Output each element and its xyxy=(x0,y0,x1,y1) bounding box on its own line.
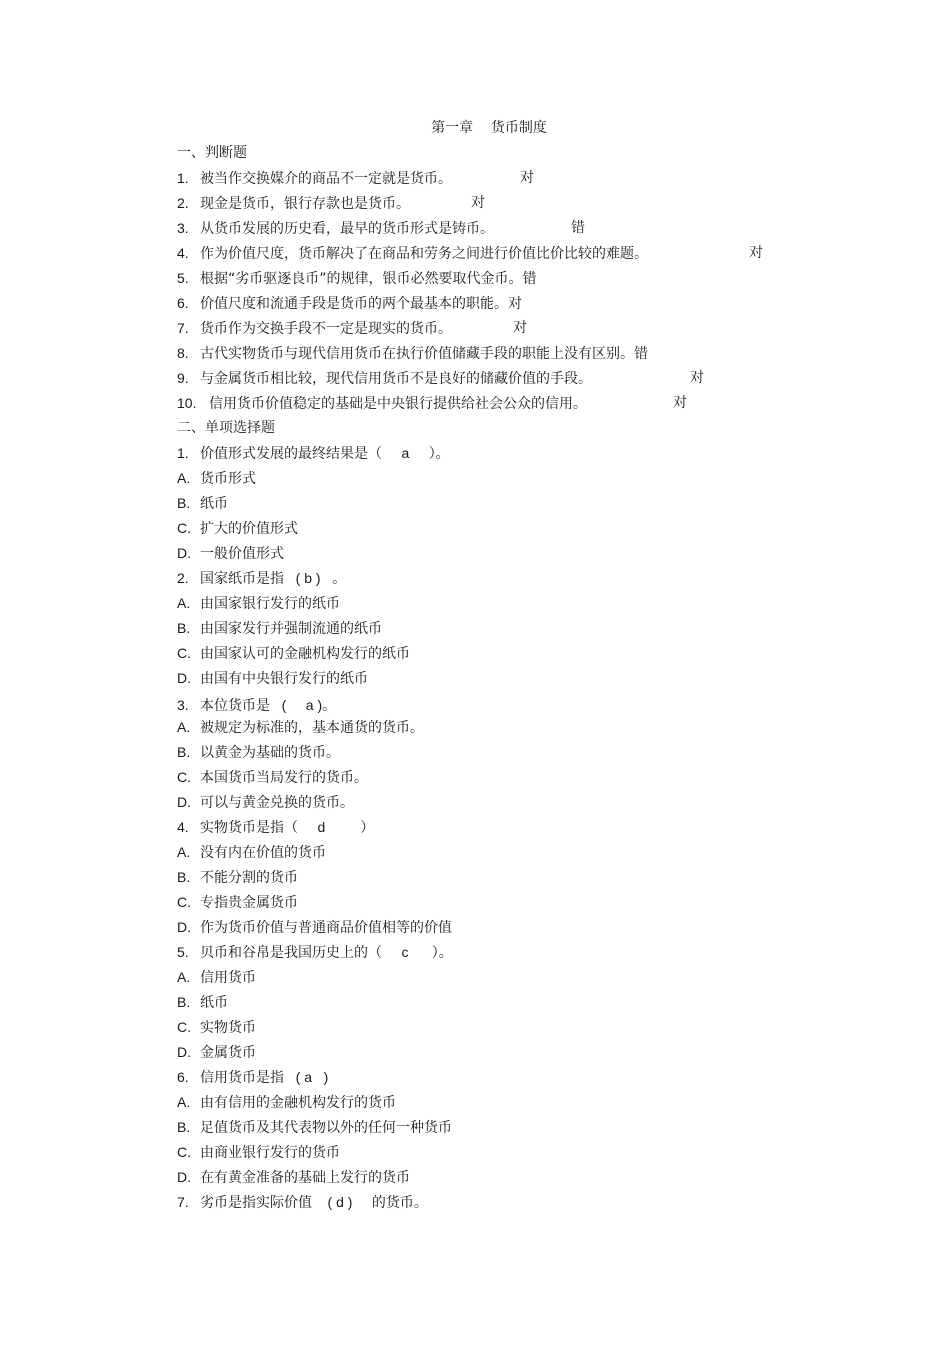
option-text: 信用货币 xyxy=(200,970,256,986)
option-c xyxy=(177,767,368,787)
option-text: 以黄金为基础的货币。 xyxy=(200,745,340,761)
option-label: A. xyxy=(177,844,191,860)
option-label: B. xyxy=(177,869,191,885)
question-tail: 。 xyxy=(322,698,337,714)
option-d xyxy=(177,792,354,812)
option-label: C. xyxy=(177,1019,191,1035)
option-a xyxy=(177,842,326,862)
item-answer: 对 xyxy=(513,320,527,336)
tf-item-3 xyxy=(177,218,737,238)
tf-item-1 xyxy=(177,168,737,188)
option-text: 由国有中央银行发行的纸币 xyxy=(200,671,368,687)
item-answer: 错 xyxy=(571,220,585,236)
question-stem: 价值形式发展的最终结果是（ xyxy=(200,446,382,462)
option-text: 作为货币价值与普通商品价值相等的价值 xyxy=(200,920,452,936)
question-answer: a xyxy=(382,445,429,461)
section-heading-true-false: 一、判断题 xyxy=(177,145,247,161)
option-d xyxy=(177,917,452,937)
option-a xyxy=(177,967,256,987)
option-text: 本国货币当局发行的货币。 xyxy=(200,770,368,786)
option-text: 在有黄金准备的基础上发行的货币 xyxy=(200,1170,410,1186)
option-text: 可以与黄金兑换的货币。 xyxy=(200,795,354,811)
item-number: 2. xyxy=(177,195,189,211)
option-c xyxy=(177,892,298,912)
option-text: 由国家认可的金融机构发行的纸币 xyxy=(200,646,410,662)
question-number: 7. xyxy=(177,1194,189,1210)
option-d xyxy=(177,1042,256,1062)
option-text: 纸币 xyxy=(200,995,228,1011)
question-stem: 信用货币是指 xyxy=(200,1070,284,1086)
item-number: 10. xyxy=(177,395,197,411)
tf-item-10 xyxy=(177,393,737,413)
item-text: 从货币发展的历史看，最早的货币形式是铸币。 xyxy=(200,221,494,237)
question-2 xyxy=(177,568,346,588)
question-tail: ）。 xyxy=(431,945,453,961)
option-label: B. xyxy=(177,1119,191,1135)
option-d xyxy=(177,1167,410,1187)
option-a xyxy=(177,1092,396,1112)
item-text: 古代实物货币与现代信用货币在执行价值储藏手段的职能上没有区别。错 xyxy=(200,346,648,362)
option-label: D. xyxy=(177,1044,191,1060)
option-text: 金属货币 xyxy=(200,1045,256,1061)
tf-item-2 xyxy=(177,193,737,213)
item-answer: 对 xyxy=(520,170,534,186)
question-stem: 贝币和谷帛是我国历史上的（ xyxy=(200,945,382,961)
question-stem: 实物货币是指（ xyxy=(200,820,298,836)
option-label: C. xyxy=(177,645,191,661)
item-number: 9. xyxy=(177,370,189,386)
question-number: 4. xyxy=(177,819,189,835)
option-c xyxy=(177,643,410,663)
option-label: B. xyxy=(177,495,191,511)
question-stem: 劣币是指实际价值 xyxy=(200,1195,312,1211)
question-answer: c xyxy=(382,944,432,960)
option-a xyxy=(177,468,256,488)
question-number: 1. xyxy=(177,445,189,461)
item-number: 1. xyxy=(177,170,189,186)
option-label: C. xyxy=(177,1144,191,1160)
option-label: D. xyxy=(177,794,191,810)
item-answer: 对 xyxy=(690,370,704,386)
question-5 xyxy=(177,942,453,962)
item-text: 与金属货币相比较，现代信用货币不是良好的储藏价值的手段。 xyxy=(200,371,592,387)
question-1 xyxy=(177,443,450,463)
option-label: C. xyxy=(177,894,191,910)
option-text: 由国家银行发行的纸币 xyxy=(200,596,340,612)
option-b xyxy=(177,742,340,762)
question-number: 2. xyxy=(177,570,189,586)
option-text: 由商业银行发行的货币 xyxy=(200,1145,340,1161)
item-text: 信用货币价值稳定的基础是中央银行提供给社会公众的信用。 xyxy=(209,396,587,412)
option-c xyxy=(177,518,298,538)
item-text: 现金是货币，银行存款也是货币。 xyxy=(200,196,410,212)
item-answer: 对 xyxy=(471,195,485,211)
question-tail: 的货币。 xyxy=(371,1195,428,1211)
option-c xyxy=(177,1017,256,1037)
option-label: D. xyxy=(177,1169,191,1185)
section-heading-single-choice: 二、单项选择题 xyxy=(177,420,275,436)
option-label: D. xyxy=(177,919,191,935)
question-number: 3. xyxy=(177,697,189,713)
item-text: 根据“劣币驱逐良币”的规律，银币必然要取代金币。错 xyxy=(200,271,537,287)
option-text: 货币形式 xyxy=(200,471,256,487)
item-text: 被当作交换媒介的商品不一定就是货币。 xyxy=(200,171,452,187)
chapter-title: 第一章 货币制度 xyxy=(431,120,547,136)
option-text: 被规定为标准的，基本通货的货币。 xyxy=(200,720,424,736)
tf-item-7 xyxy=(177,318,737,338)
item-number: 3. xyxy=(177,220,189,236)
item-text: 价值尺度和流通手段是货币的两个最基本的职能。对 xyxy=(200,296,522,312)
option-text: 专指贵金属货币 xyxy=(200,895,298,911)
question-tail: ） xyxy=(360,820,375,836)
item-number: 5. xyxy=(177,270,189,286)
tf-item-5 xyxy=(177,268,537,288)
question-tail: 。 xyxy=(332,571,347,587)
question-answer: ( d ) xyxy=(312,1194,372,1210)
question-4 xyxy=(177,817,374,837)
item-number: 4. xyxy=(177,245,189,261)
option-b xyxy=(177,618,382,638)
item-number: 7. xyxy=(177,320,189,336)
option-label: A. xyxy=(177,969,191,985)
item-answer: 对 xyxy=(749,245,763,261)
item-number: 6. xyxy=(177,295,189,311)
question-3 xyxy=(177,695,336,715)
item-text: 货币作为交换手段不一定是现实的货币。 xyxy=(200,321,452,337)
option-label: A. xyxy=(177,1094,191,1110)
option-b xyxy=(177,992,228,1012)
tf-item-9 xyxy=(177,368,737,388)
question-number: 5. xyxy=(177,944,189,960)
question-answer: ( a ) xyxy=(270,697,323,713)
option-text: 足值货币及其代表物以外的任何一种货币 xyxy=(200,1120,452,1136)
option-text: 没有内在价值的货币 xyxy=(200,845,326,861)
option-label: B. xyxy=(177,620,191,636)
question-stem: 国家纸币是指 xyxy=(200,571,284,587)
option-a xyxy=(177,593,340,613)
question-tail: ）。 xyxy=(428,446,450,462)
option-text: 扩大的价值形式 xyxy=(200,521,298,537)
question-7 xyxy=(177,1192,428,1212)
option-label: A. xyxy=(177,470,191,486)
option-label: C. xyxy=(177,769,191,785)
tf-item-8 xyxy=(177,343,648,363)
option-label: D. xyxy=(177,545,191,561)
option-text: 由有信用的金融机构发行的货币 xyxy=(200,1095,396,1111)
option-b xyxy=(177,1117,452,1137)
question-stem: 本位货币是 xyxy=(200,698,270,714)
option-text: 实物货币 xyxy=(200,1020,256,1036)
option-b xyxy=(177,493,228,513)
option-d xyxy=(177,543,284,563)
option-label: A. xyxy=(177,719,191,735)
option-label: D. xyxy=(177,670,191,686)
question-answer: ( a ) xyxy=(284,1069,329,1085)
item-answer: 对 xyxy=(673,395,687,411)
option-d xyxy=(177,668,368,688)
tf-item-6 xyxy=(177,293,522,313)
question-6 xyxy=(177,1067,328,1087)
question-number: 6. xyxy=(177,1069,189,1085)
option-text: 不能分割的货币 xyxy=(200,870,298,886)
question-answer: ( b ) xyxy=(284,570,333,586)
question-answer: d xyxy=(298,819,361,835)
option-label: C. xyxy=(177,520,191,536)
option-text: 纸币 xyxy=(200,496,228,512)
option-c xyxy=(177,1142,340,1162)
item-text: 作为价值尺度，货币解决了在商品和劳务之间进行价值比价比较的难题。 xyxy=(200,246,648,262)
option-label: B. xyxy=(177,744,191,760)
option-text: 一般价值形式 xyxy=(200,546,284,562)
item-number: 8. xyxy=(177,345,189,361)
tf-item-4 xyxy=(177,243,777,263)
option-a xyxy=(177,717,424,737)
option-text: 由国家发行并强制流通的纸币 xyxy=(200,621,382,637)
option-b xyxy=(177,867,298,887)
option-label: A. xyxy=(177,595,191,611)
option-label: B. xyxy=(177,994,191,1010)
